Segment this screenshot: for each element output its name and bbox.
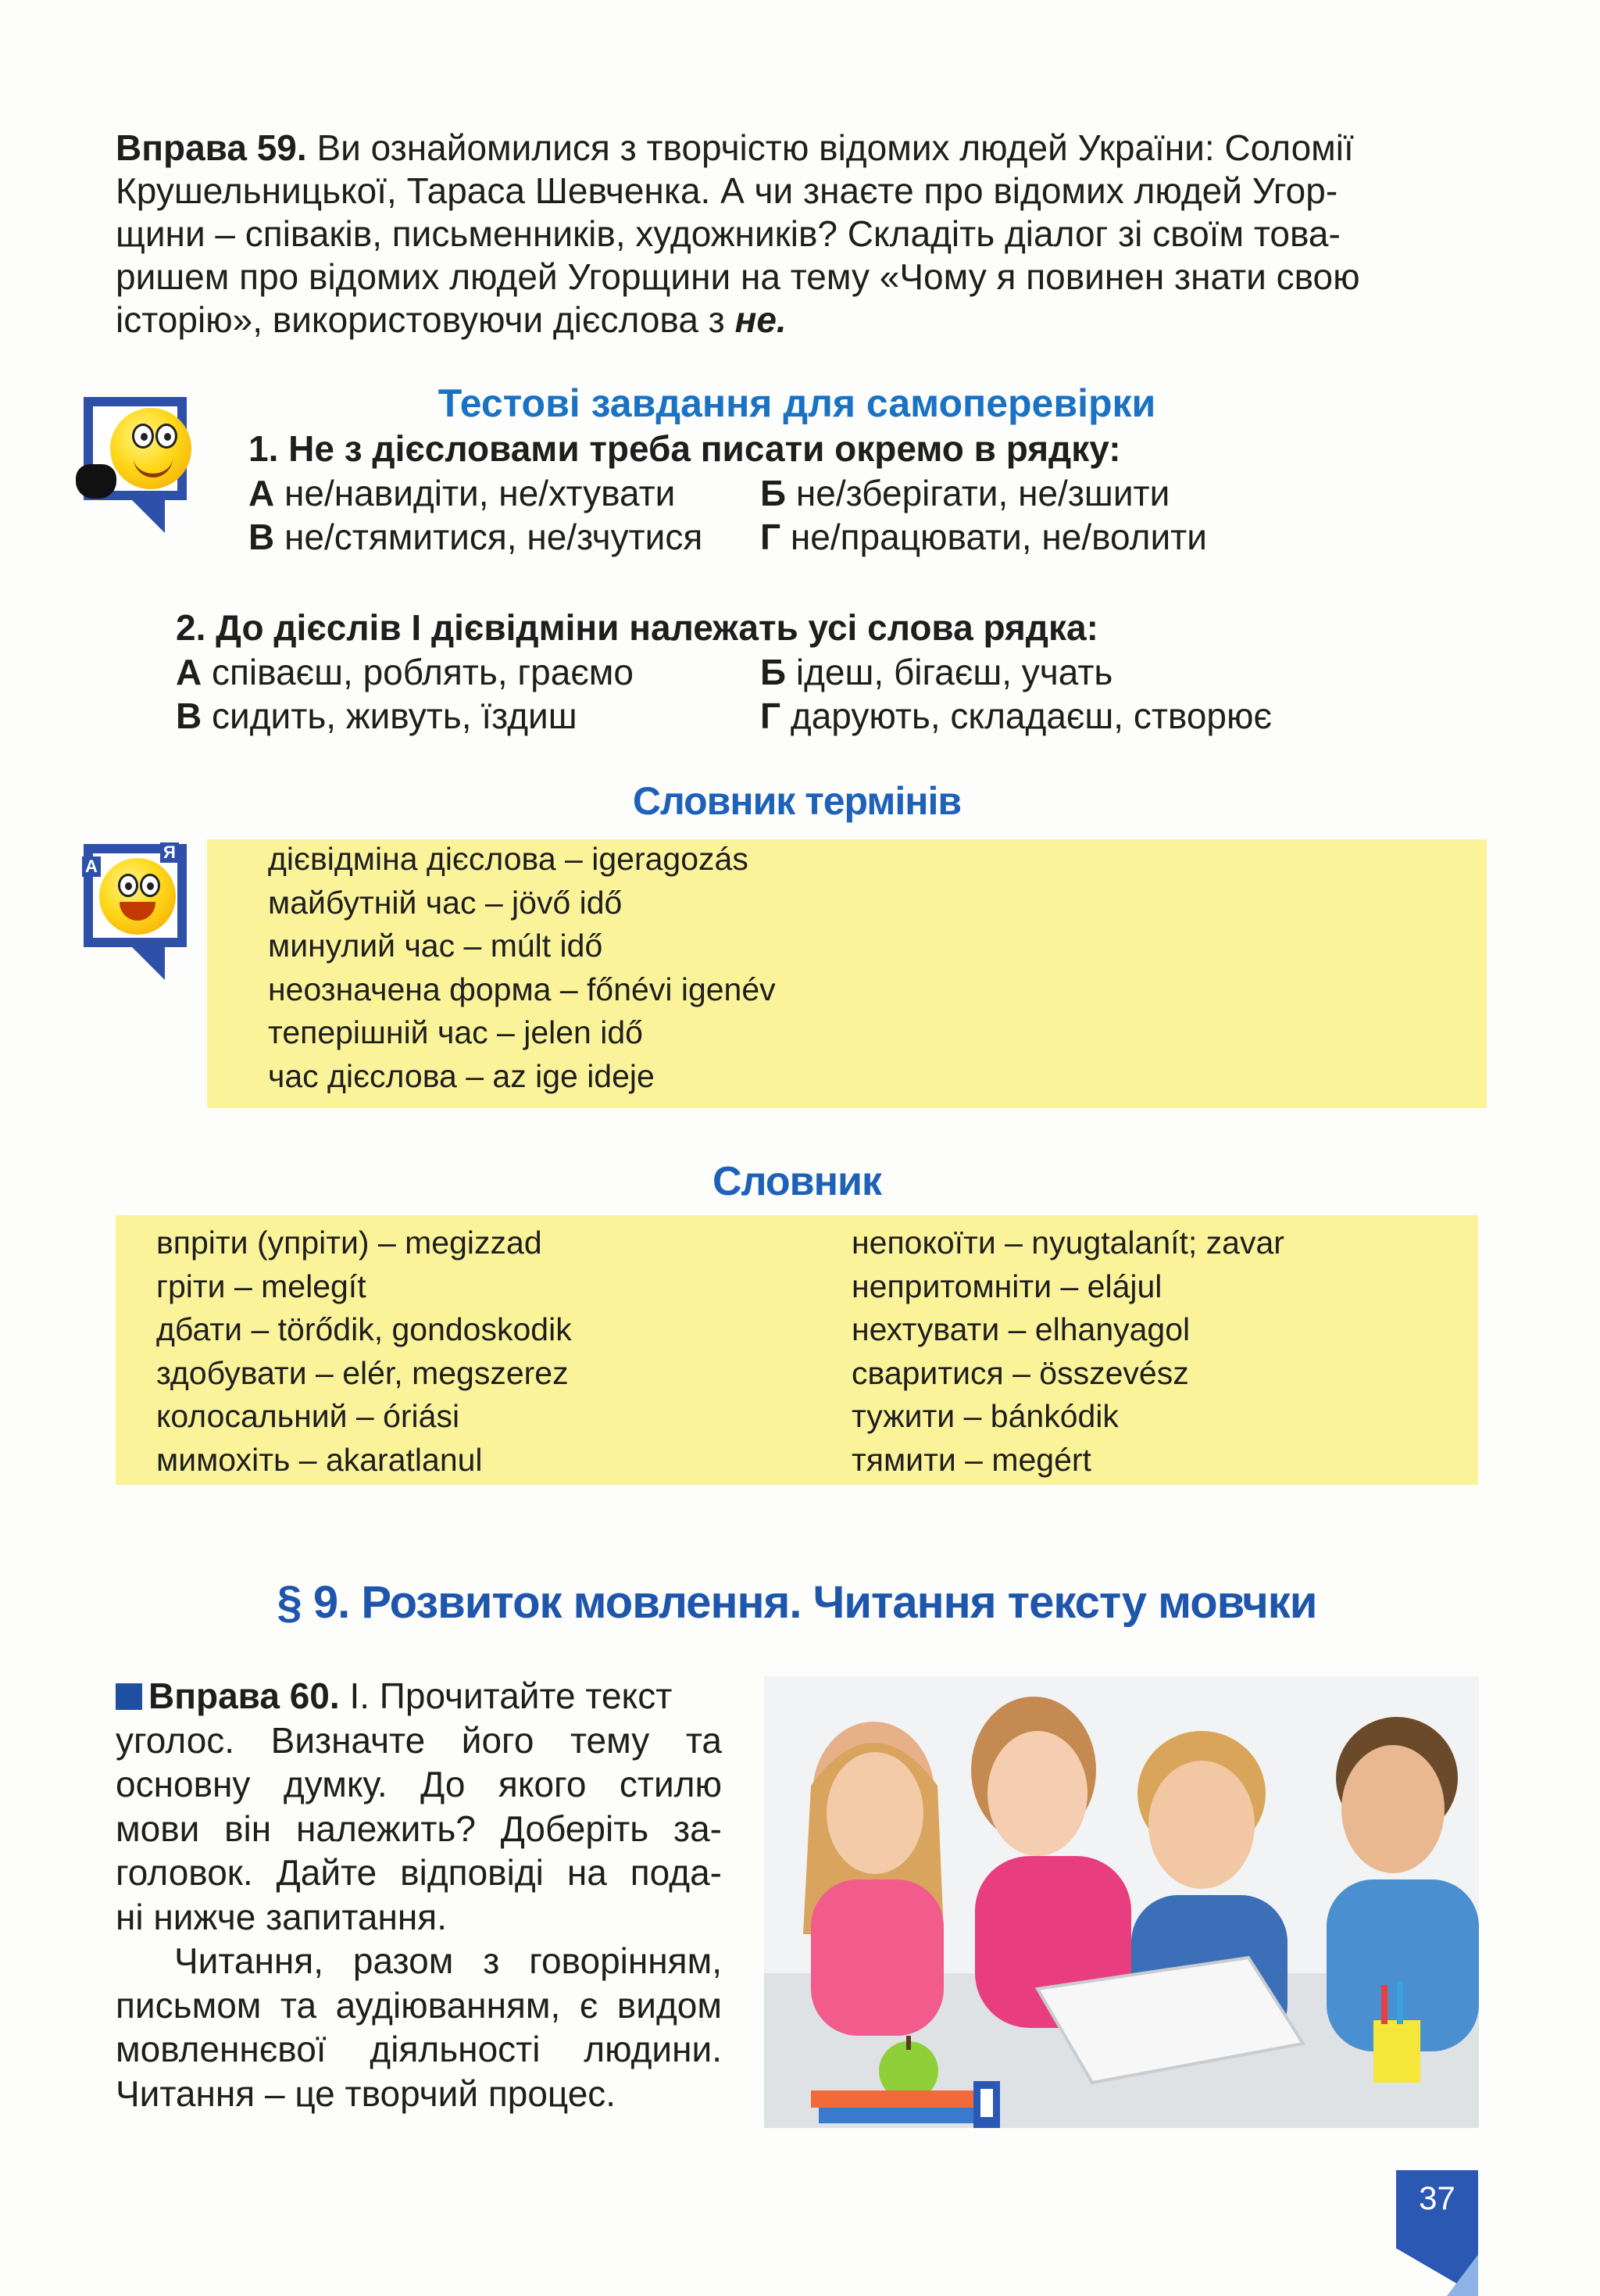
exercise-60 [116,1674,722,2115]
dictionary-entry: непокоїти – nyugtalanít; zavar [852,1225,1284,1261]
dictionary-entry: гріти – melegít [156,1268,366,1304]
exercise-60-line: головок. Дайте відповіді на пода- [116,1852,722,1893]
exercise-59-label: Вправа 59. [116,127,307,168]
exercise-60-line-1: Вправа 60. І. Прочитайте текст [116,1674,722,1718]
photo-illustration [764,1676,1479,2128]
page-number: 37 [1419,2180,1455,2216]
exercise-59-line-1: Вправа 59. Ви ознайомилися з творчістю відомих людей України: Соломії [116,127,1354,168]
terms-mascot-icon [84,844,187,982]
dictionary-entry: тужити – bánkódik [852,1398,1119,1434]
test-1-option-v: В не/стямитися, не/зчутися [248,517,703,557]
section-title: § 9. Розвиток мовлення. Читання тексту мовчки [277,1577,1317,1628]
exercise-59-line-4: ришем про відомих людей Угорщини на тему «Чому я повинен знати свою [116,256,1360,297]
test-2-option-a: А співаєш, роблять, граємо [176,652,634,692]
exercise-60-line: мови він належить? Доберіть за- [116,1808,722,1849]
term-item: минулий час – múlt idő [268,928,603,964]
term-item: дієвідміна дієслова – igeragozás [268,841,748,877]
dictionary-left-column [156,1221,572,1482]
term-item: неозначена форма – főnévi igenév [268,971,776,1007]
exercise-60-line: письмом та аудіюванням, є видом [116,1984,722,2026]
square-bullet-icon [116,1683,142,1710]
children-with-tablet-photo [764,1676,1479,2128]
test-2-option-b: Б ідеш, бігаєш, учать [760,652,1113,692]
exercise-59-line-2: Крушельницької, Тараса Шевченка. А чи знаєте про відомих людей Угор- [116,170,1338,211]
dictionary-entry: нехтувати – elhanyagol [852,1311,1191,1347]
test-1-option-a: А не/навидіти, не/хтувати [248,473,676,513]
exercise-59 [116,127,1479,342]
term-item: час дієслова – az ige ideje [268,1057,655,1094]
exercise-60-line: Читання, разом з говорінням, [174,1940,722,1981]
test-1-option-g: Г не/працювати, не/волити [760,517,1207,557]
mascot-letter-ya: Я [160,842,179,863]
test-2-option-v: В сидить, живуть, їздиш [176,696,577,736]
dictionary-entry: дбати – törődik, gondoskodik [156,1311,572,1347]
dictionary-entry: колосальний – óriási [156,1398,460,1434]
self-test-mascot-icon [84,397,187,535]
test-2-option-g: Г дарують, складаєш, створює [760,696,1272,736]
logo-mark-icon [973,2081,1000,2128]
dictionary-right-column [852,1221,1284,1482]
exercise-60-label: Вправа 60. [148,1676,340,1716]
term-item: теперішній час – jelen idő [268,1014,643,1050]
self-test-title: Тестові завдання для самоперевірки [438,381,1156,425]
dictionary-entry: впріти (упріти) – megizzad [156,1225,542,1261]
dictionary-entry: тямити – megért [852,1441,1091,1478]
exercise-60-line: мовленнєвої діяльності людини. [116,2029,722,2069]
dictionary-entry: сваритися – összevész [852,1354,1189,1391]
emphasis-ne: не. [734,299,787,340]
exercise-60-line: ні нижче запитання. [116,1896,447,1937]
dictionary-entry: здобувати – elér, megszerez [156,1354,569,1391]
exercise-60-line: основну думку. До якого стилю [116,1764,722,1804]
test-question-2: 2. До дієслів І дієвідміни належать усі слова рядка: [176,607,1098,648]
test-question-1: 1. Не з дієсловами треба писати окремо в рядку: [248,428,1121,469]
exercise-60-line: уголос. Визначте його тему та [116,1719,722,1761]
terms-list [268,838,776,1098]
dictionary-title: Словник [712,1159,882,1204]
exercise-60-line: Читання – це творчий процес. [116,2072,616,2114]
test-1-option-b: Б не/зберігати, не/зшити [760,473,1170,513]
mascot-letter-a: А [82,857,101,877]
dictionary-entry: мимохіть – akaratlanul [156,1441,483,1478]
term-item: майбутній час – jövő idő [268,884,623,921]
exercise-59-line-5: історію», використовуючи дієслова з не. [116,299,787,340]
dictionary-entry: непритомніти – elájul [852,1268,1162,1304]
exercise-59-line-3: щини – співаків, письменників, художників? Складіть діалог зі своїм това- [116,213,1341,254]
terms-title: Словник термінів [632,779,962,823]
